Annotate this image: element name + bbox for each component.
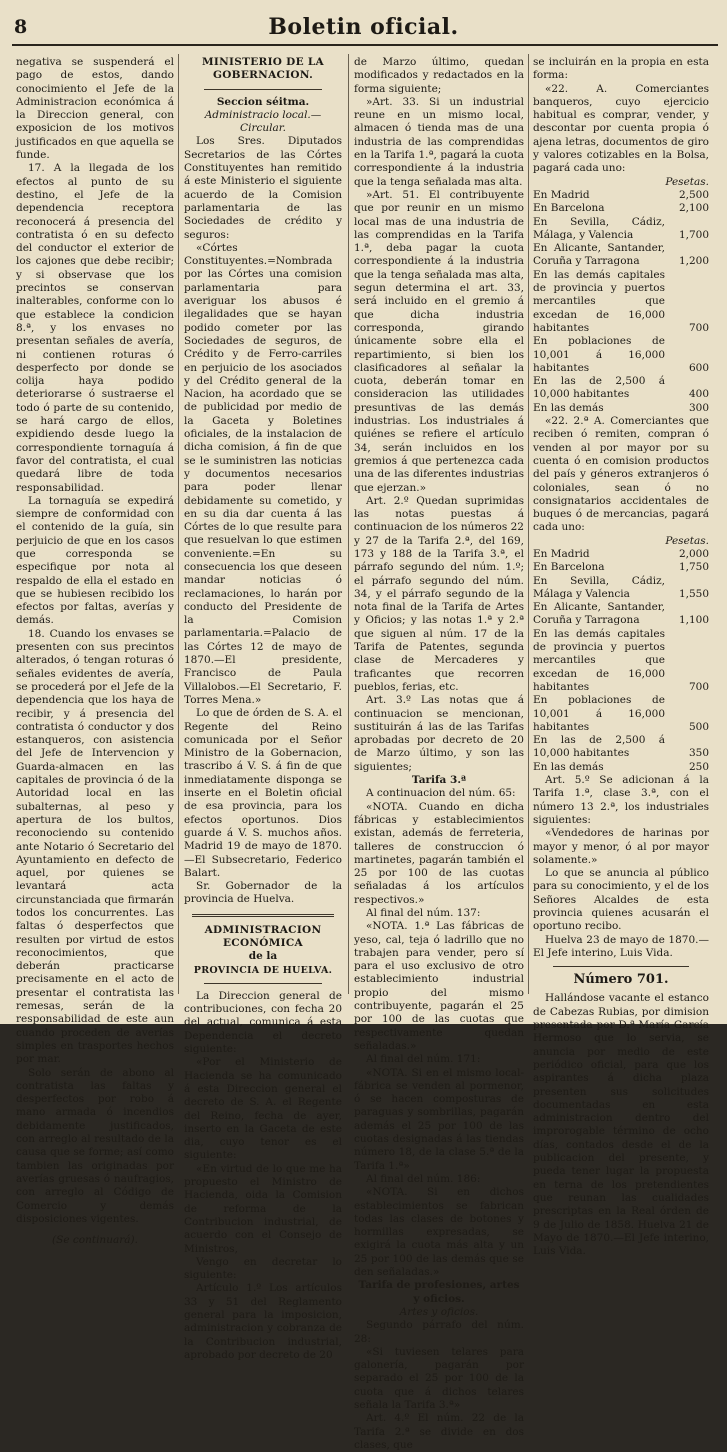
header-rule <box>12 44 718 46</box>
rate-value: 2,000 <box>678 547 709 560</box>
rate-row <box>533 694 709 734</box>
administration-heading-de: de la <box>248 950 278 963</box>
rate-row <box>533 628 709 694</box>
rate-row <box>533 202 709 215</box>
rate-value: 700 <box>688 680 709 693</box>
rate-row <box>533 189 709 202</box>
page-number: 8 <box>14 16 28 38</box>
rate-place: En las demás <box>533 401 604 414</box>
rate-value: 700 <box>688 321 709 334</box>
masthead <box>0 0 727 48</box>
paragraph: Art. 4.º El núm. 22 de la Tarifa 2.ª se divide en dos clases, que <box>354 1412 524 1451</box>
rate-value: 300 <box>688 401 709 414</box>
paragraph: «En virtud de lo que me ha propuesto el Ministro de Hacienda, oida la Comision de reforma de la Contribucion industrial, de acuerdo con el Consejo de Ministros, <box>184 1162 342 1255</box>
rate-row <box>533 575 709 602</box>
rate-place: En las demás capitales de provincia y puertos mercantiles que excedan de 16,000 habitantes <box>533 627 665 693</box>
rate-place: En Barcelona <box>533 202 605 215</box>
rates-table-b <box>533 535 709 774</box>
rate-value: 400 <box>688 388 709 401</box>
tariff-heading: Tarifa 3.ª <box>411 774 467 787</box>
rate-place: En Sevilla, Cádiz, Málaga y Valencia <box>533 574 665 600</box>
rate-row <box>533 734 709 761</box>
divider <box>192 914 334 917</box>
paragraph: «NOTA. 1.ª Las fábricas de yeso, cal, teja ó ladrillo que no trabajen para vender, pero sí para el uso exclusivo de otro establecimiento industrial propio del mismo contribuyente, pagarán el 25 por 100 de las cuotas que respectivamente quedan señaladas.» <box>354 920 524 1052</box>
currency-header: Pesetas. <box>665 175 709 188</box>
paragraph: Art. 5.º Se adicionan á la Tarifa 1.ª, clase 3.ª, con el número 13 2.ª, los industriales siguientes: <box>533 774 709 826</box>
rate-place: En las demás <box>533 760 604 773</box>
rate-value: 600 <box>688 361 709 374</box>
paragraph: «Si tuviesen telares para galonería, pagarán por separado el 25 por 100 de la cuota que á dichos telares señala la Tarifa 3.ª» <box>354 1345 524 1411</box>
rate-place: En las de 2,500 á 10,000 habitantes <box>533 375 665 401</box>
column-1 <box>16 56 174 1247</box>
paragraph: Segundo párrafo del núm. 28: <box>354 1319 524 1345</box>
divider <box>553 966 689 967</box>
notice-number: Número 701. <box>573 972 669 988</box>
paragraph: de Marzo último, quedan modificados y redactados en la forma siguiente; <box>354 56 524 95</box>
paragraph: «22. 2.ª A. Comerciantes que reciben ó remiten, compran ó venden al por mayor por su cuenta ó en comision productos del país y géneros extranjeros ó coloniales, sean ó no consignatarios accidentales de buques ó de mercancias, pagará cada uno: <box>533 415 709 534</box>
paragraph: La Direccion general de contribuciones, con fecha 20 del actual, comunica á esta Dependencia el decreto siguiente: <box>184 989 342 1056</box>
tariff-subheading: Artes y oficios. <box>399 1305 479 1318</box>
rate-row <box>533 402 709 415</box>
paragraph: Art. 3.º Las notas que á continuacion se mencionan, sustituirán á las de las Tarifas aprobadas por decreto de 20 de Marzo último, y son las siguientes; <box>354 694 524 773</box>
page-title: Boletin oficial. <box>268 14 459 40</box>
paragraph: Vengo en decretar lo siguiente: <box>184 1255 342 1282</box>
rate-place: En Madrid <box>533 188 590 201</box>
tariff-heading: Tarifa de profesiones, artes y oficios. <box>358 1279 520 1305</box>
rate-place: En poblaciones de 10,001 á 16,000 habitantes <box>533 335 665 374</box>
paragraph: »Art. 33. Si un industrial reune en un mismo local, almacen ó tienda mas de una industria de las comprendidas en la Tarifa 1.ª, pagará la cuota correspondiente á la industria que la tenga señalada mas alta. <box>354 95 524 188</box>
circular-subtitle: Administracio local.—Circular. <box>204 108 322 135</box>
paragraph: Artículo 1.º Los artículos 33 y 51 del Reglamento general para la imposicion, administracion y cobranza de la Contribucion industrial, aprobado por decreto de 20 <box>184 1282 342 1361</box>
paragraph: Art. 2.º Quedan suprimidas las notas puestas á continuacion de los números 22 y 27 de la Tarifa 2.ª, del 169, 173 y 188 de la Tarifa 3.ª, el párrafo segundo del núm. 1.º; el párrafo segundo del núm. 34, y el párrafo segundo de la nota final de la Tarifa de Artes y Oficios; y las notas 1.ª y 2.ª que siguen al núm. 17 de la Tarifa de Patentes, segunda clase de Mercaderes y traficantes que recorren pueblos, ferias, etc. <box>354 494 524 693</box>
rate-place: En poblaciones de 10,001 á 16,000 habitantes <box>533 694 665 733</box>
paragraph: «Vendedores de harinas por mayor y menor, ó al por mayor solamente.» <box>533 827 709 866</box>
section-heading: Seccion séitma. <box>216 95 310 108</box>
paragraph: Sr. Gobernador de la provincia de Huelva. <box>184 880 342 906</box>
rate-place: En Sevilla, Cádiz, Málaga, y Valencia <box>533 215 665 241</box>
rate-row <box>533 548 709 561</box>
rate-place: En Madrid <box>533 547 590 560</box>
divider <box>204 983 322 984</box>
administration-province: PROVINCIA DE HUELVA. <box>193 964 333 976</box>
paragraph: 18. Cuando los envases se presenten con sus precintos alterados, ó tengan roturas ó señales evidentes de avería, se procederá por el Jefe de la dependencia que los haya de recibir, y á presencia del contratista ó conductor y dos estanqueros, con asistencia del Jefe de Intervencion y Guarda-almacen en las capitales de provincia ó de la Autoridad local en las subalternas, al peso y apertura de los bultos, reconociendo su contenido ante Notario ó Secretario del Ayuntamiento en defecto de aquel, por quienes se levantará acta circunstanciada que firmarán todos los concurrentes. Las faltas ó desperfectos que resulten por virtud de estos reconocimientos, que deberán practicarse precisamente en el acto de presentar el contratista las remesas, serán de la responsabilidad de este aun cuando proceden de averías simples en trasportes hechos por mar. <box>16 627 174 1066</box>
rate-value: 2,100 <box>678 202 709 215</box>
rate-row <box>533 269 709 335</box>
paragraph: Lo que se anuncia al público para su conocimiento, y el de los Señores Alcaldes de esta provincia quienes acusarán el oportuno recibo. <box>533 867 709 933</box>
rate-value: 350 <box>688 747 709 760</box>
paragraph: «22. A. Comerciantes banqueros, cuyo ejercicio habitual es comprar, vender, y descontar por cuenta propia ó ajena letras, documentos de giro y valores cotizables en la Bolsa, pagará cada uno: <box>533 82 709 175</box>
rate-place: En Alicante, Santander, Coruña y Tarragona <box>533 242 665 268</box>
paragraph: negativa se suspenderá el pago de estos, dando conocimiento el Jefe de la Administracion económica á la Direccion general, con exposicion de los motivos justificados en que aquella se funde. <box>16 56 174 162</box>
paragraph: Al final del núm. 137: <box>366 907 481 919</box>
rate-place: En Barcelona <box>533 561 605 574</box>
paragraph: Hallándose vacante el estanco de Cabezas Rubias, por dimision presentada por D.ª María García Hermoso que lo servia, se anuncia por medio de este periódico oficial, para que los aspirantes á dicha plaza presenten sus solicitudes documentadas en esta administracion dentro del improrogable término de ocho días, contados desde el de la publicacion del presente, y pueda tener lugar la propuesta en terna de los pretendientes que reunan las cualidades prescriptas en la Real órden de 9 de Julio de 1858. Huelva 21 de Mayo de 1870.—El Jefe interino, Luis Vida. <box>533 992 709 1258</box>
paragraph: Lo que de órden de S. A. el Regente del Reino comunicada por el Señor Ministro de la Gobernacion, trascribo á V. S. á fin de que inmediatamente disponga se inserte en el Boletin oficial de esa provincia, para los efectos oportunos. Dios guarde á V. S. muchos años. Madrid 19 de mayo de 1870.—El Subsecretario, Federico Balart. <box>184 707 342 879</box>
rate-value: 1,550 <box>678 587 709 600</box>
paragraph: Huelva 23 de mayo de 1870.—El Jefe interino, Luis Vida. <box>533 933 709 959</box>
rate-row <box>533 216 709 243</box>
paragraph: La tornaguía se expedirá siempre de conformidad con el contenido de la guía, sin perjuicio de que en los casos que corresponda se especifique por nota al respaldo de ella el estado en que se hubiesen recibido los efectos por faltas, averías y demás. <box>16 494 174 627</box>
column-2 <box>184 56 342 1362</box>
column-3 <box>354 56 524 1452</box>
divider <box>204 89 322 90</box>
rate-row <box>533 375 709 402</box>
paragraph: «NOTA. Si en dichos establecimientos se fabrican todas las clases de botones y hormillas expresadas, se exigirá la cuota más alta y un 25 por 100 de las demás que se den señaladas.» <box>354 1186 524 1279</box>
paragraph: A continuacion del núm. 65: <box>366 787 516 800</box>
paragraph: «NOTA. Cuando en dicha fábricas y establecimientos existan, además de ferreteria, talleres de construccion ó martinetes, pagarán también el 25 por 100 de las cuotas señaladas á los artículos respectivos.» <box>354 800 524 906</box>
rate-value: 2,500 <box>678 188 709 201</box>
rate-place: En Alicante, Santander, Coruña y Tarragona <box>533 601 665 627</box>
rate-value: 1,700 <box>678 228 709 241</box>
paragraph: Solo serán de abono al contratista las faltas y desperfectos por robo á mano armada ó incendios debidamente justificados, con arreglo al resultado de la causa que se forme; así como tambien las originadas por averías gruesas ó naufragios, con arreglo al Código de Comercio y demás disposiciones vigentes. <box>16 1066 174 1225</box>
rate-value: 1,750 <box>678 561 709 574</box>
rate-row <box>533 335 709 375</box>
paragraph: Los Sres. Diputados Secretarios de las Córtes Constituyentes han remitido á este Ministerio el siguiente acuerdo de la Comision parlamentaria de las Sociedades de crédito y seguros: <box>184 135 342 241</box>
paragraph: se incluirán en la propia en esta forma: <box>533 56 709 82</box>
rate-place: En las de 2,500 á 10,000 habitantes <box>533 734 665 760</box>
rate-row <box>533 242 709 269</box>
rates-table-a <box>533 176 709 415</box>
paragraph: »Art. 51. El contribuyente que por reunir en un mismo local mas de una industria de las comprendidas en la Tarifa 1.ª, deba pagar la cuota correspondiente á la industria que la tenga señalada mas alta, segun determina el art. 33, será incluido en el gremio á que dicha industria corresponda, girando únicamente sobre ella el repartimiento, si bien los clasificadores al señalar la cuota, deberán tomar en consideracion las utilidades presuntivas de las demás industrias. Los industriales á quiénes se refiere el artículo 34, serán incluidos en los gremios á que pertenezca cada una de las diferentes industrias que ejerzan.» <box>354 188 524 494</box>
rate-row <box>533 601 709 628</box>
continuation-note: (Se continuará). <box>52 1234 138 1247</box>
administration-heading: ADMINISTRACION ECONÓMICA <box>204 923 322 949</box>
column-4 <box>533 56 709 1258</box>
rate-place: En las demás capitales de provincia y puertos mercantiles que excedan de 16,000 habitantes <box>533 268 665 334</box>
column-divider <box>178 54 179 994</box>
column-divider <box>348 54 349 994</box>
rate-value: 1,200 <box>678 255 709 268</box>
rate-row <box>533 561 709 574</box>
rate-value: 500 <box>688 720 709 733</box>
currency-header: Pesetas. <box>665 534 709 547</box>
rate-row <box>533 761 709 774</box>
rate-value: 250 <box>688 760 709 773</box>
paragraph: «NOTA. Si en el mismo local-fábrica se venden al pormenor, ó se hacen composturas de paraguas y sombrillas, pagarán además el 25 por 100 de las cuotas designadas á las tiendas número 18, de la clase 5.ª de la Tarifa 1.ª» <box>354 1066 524 1172</box>
ministry-heading: MINISTERIO DE LA GOBERNACION. <box>202 56 324 82</box>
paragraph: 17. A la llegada de los efectos al punto de su destino, el Jefe de la dependencia receptora reconocerá á presencia del contratista ó en su defecto del conductor el exterior de los cajones que debe recibir; y si observase que los precintos se conservan inalterables, conforme con lo que establece la condicion 8.ª, y los envases no presentan señales de avería, ni contienen roturas ó desperfecto por donde se colija haya podido deteriorarse ó sustraerse el todo ó parte de su contenido, se hará cargo de ellos, expidiendo desde luego la correspondiente tornaguía á favor del contratista, el cual quedará libre de toda responsabilidad. <box>16 162 174 494</box>
paragraph: «Por el Ministerio de Hacienda se ha comunicado á esta Direccion general el decreto de S. A. el Regente del Reino, fecha de ayer, inserto en la Gaceta de este dia, cuyo tenor es el siguiente: <box>184 1056 342 1162</box>
paragraph: «Córtes Constituyentes.=Nombrada por las Córtes una comision parlamentaria para averiguar los abusos é ilegalidades que se hayan podido cometer por las Sociedades de seguros, de Crédito y de Ferro-carriles en perjuicio de los asociados y del Crédito general de la Nacion, ha acordado que se de publicidad por medio de la Gaceta y Boletines oficiales, de la instalacion de dicha comision, á fin de que se le suministren las noticias y documentos necesarios para poder llenar debidamente su cometido, y en su dia dar cuenta á las Córtes de lo que resulte para que resuelvan lo que estimen conveniente.=En su consecuencia los que deseen mandar noticias ó reclamaciones, lo harán por conducto del Presidente de la Comision parlamentaria.=Palacio de las Córtes 12 de mayo de 1870.—El presidente, Francisco de Paula Villalobos.—El Secretario, F. Torres Mena.» <box>184 241 342 706</box>
column-divider <box>528 54 529 994</box>
paragraph: Al final del núm. 171: <box>366 1053 481 1066</box>
rate-value: 1,100 <box>678 614 709 627</box>
paragraph: Al final del núm. 186: <box>366 1172 481 1185</box>
